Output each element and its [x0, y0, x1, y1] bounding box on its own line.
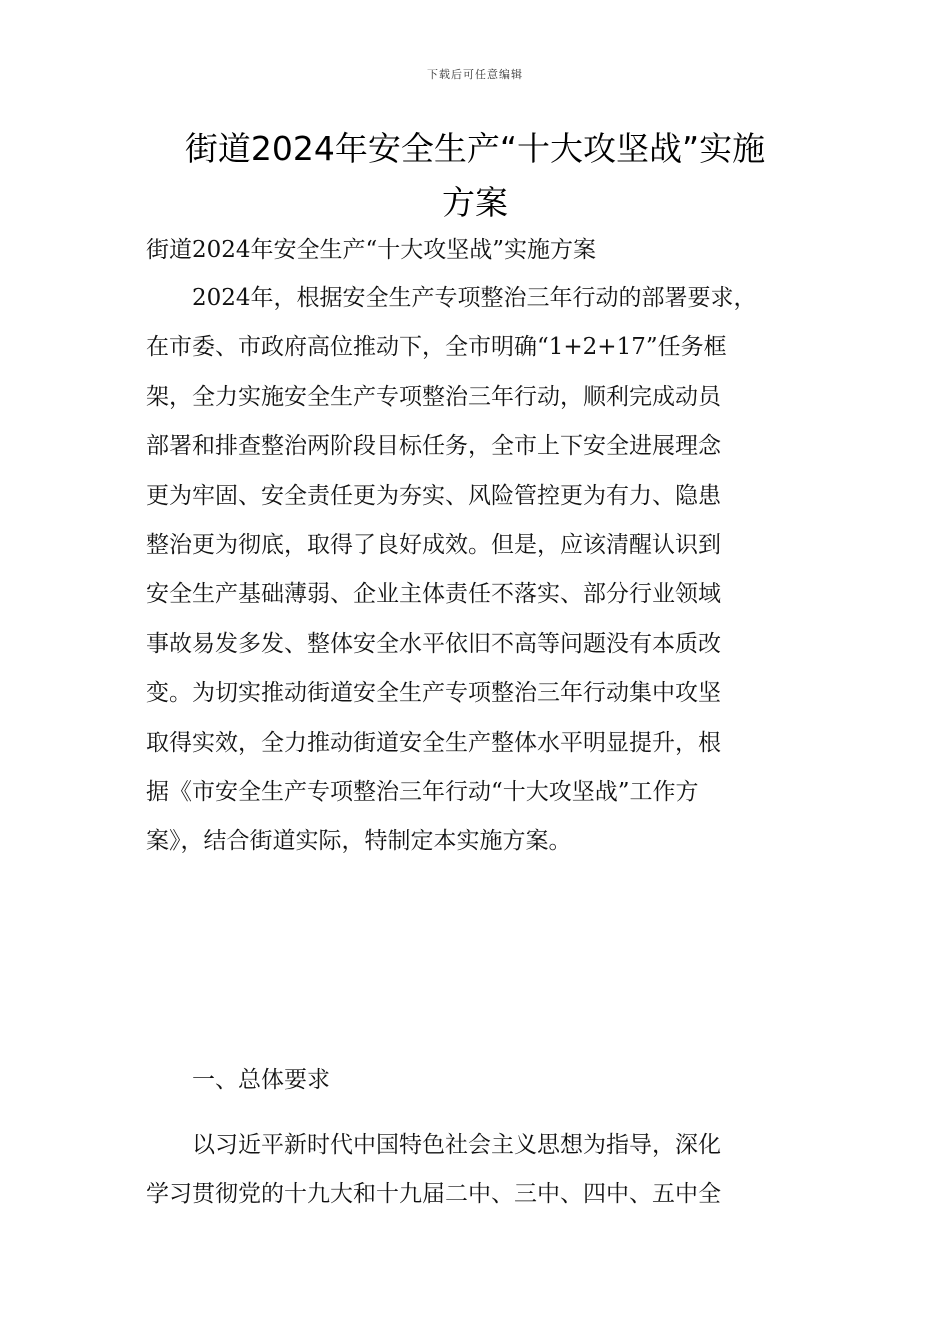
header-note: 下载后可任意编辑: [427, 68, 523, 81]
intro-line-1: 2024年，根据安全生产专项整治三年行动的部署要求，: [192, 285, 757, 311]
intro-line-12: 案》，结合街道实际，特制定本实施方案。: [146, 828, 572, 855]
title-line-2: 方案: [442, 183, 508, 222]
guide-line-2: 学习贯彻党的十九大和十九届二中、三中、四中、五中全: [146, 1181, 721, 1208]
intro-line-8: 事故易发多发、整体安全水平依旧不高等问题没有本质改: [146, 630, 721, 657]
intro-line-11: 据《市安全生产专项整治三年行动“十大攻坚战”工作方: [146, 779, 699, 806]
intro-line-3: 架，全力实施安全生产专项整治三年行动，顺利完成动员: [146, 383, 721, 410]
intro-line-2: 在市委、市政府高位推动下，全市明确“1+2+17”任务框: [146, 334, 727, 361]
document-subtitle: 街道2024年安全生产“十大攻坚战”实施方案: [146, 237, 597, 263]
intro-line-10: 取得实效，全力推动街道安全生产整体水平明显提升，根: [146, 729, 721, 756]
intro-line-5: 更为牢固、安全责任更为夯实、风险管控更为有力、隐患: [146, 482, 721, 509]
intro-line-4: 部署和排查整治两阶段目标任务，全市上下安全进展理念: [146, 433, 721, 460]
guide-line-1: 以习近平新时代中国特色社会主义思想为指导，深化: [192, 1132, 721, 1158]
document-title: [130, 122, 820, 230]
title-line-1: 街道2024年安全生产“十大攻坚战”实施: [184, 129, 766, 168]
intro-line-9: 变。为切实推动街道安全生产专项整治三年行动集中攻坚: [146, 680, 721, 707]
guide-paragraph: [146, 1121, 808, 1220]
section-heading: 一、总体要求: [192, 1067, 330, 1093]
intro-line-7: 安全生产基础薄弱、企业主体责任不落实、部分行业领域: [146, 581, 721, 608]
intro-line-6: 整治更为彻底，取得了良好成效。但是，应该清醒认识到: [146, 532, 721, 559]
intro-paragraph: [146, 274, 808, 867]
